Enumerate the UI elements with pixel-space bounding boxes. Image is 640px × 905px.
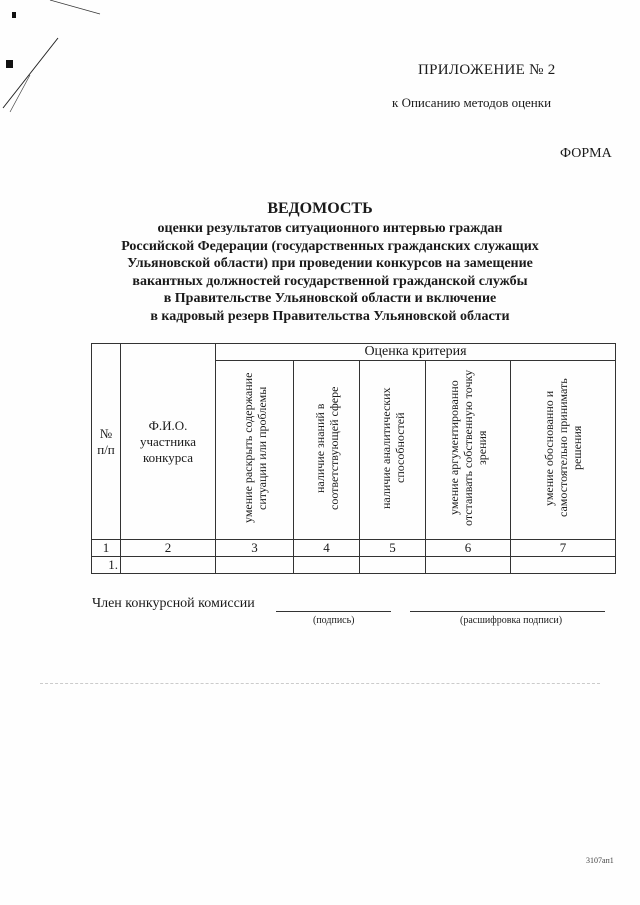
description-line: вакантных должностей государственной гражданской службы <box>132 273 528 289</box>
column-numbering-row <box>92 540 616 557</box>
description-line: Ульяновской области) при проведении конкурсов на замещение <box>127 256 533 271</box>
column-number: 3 <box>216 540 294 557</box>
scan-artifact-lines <box>0 0 120 120</box>
criterion-header: наличие аналитических способностей <box>360 361 426 540</box>
criterion-header: умение аргументированно отстаивать собственную точку зрения <box>426 361 511 540</box>
table-cell <box>294 557 360 574</box>
column-number: 4 <box>294 540 360 557</box>
appendix-number: ПРИЛОЖЕНИЕ № 2 <box>418 62 556 78</box>
signature-line <box>276 611 391 612</box>
column-number: 2 <box>121 540 216 557</box>
column-number: 7 <box>511 540 616 557</box>
document-code: 3107ап1 <box>586 856 614 865</box>
table-cell <box>426 557 511 574</box>
document-description <box>60 220 600 325</box>
column-number: 5 <box>360 540 426 557</box>
column-number: 1 <box>92 540 121 557</box>
appendix-subtitle: к Описанию методов оценки <box>392 95 552 110</box>
form-label: ФОРМА <box>560 146 612 161</box>
description-line: оценки результатов ситуационного интервью граждан <box>157 221 503 236</box>
signature-label: Член конкурсной комиссии <box>92 596 255 611</box>
description-line: в кадровый резерв Правительства Ульяновской области <box>150 308 510 324</box>
document-title: ВЕДОМОСТЬ <box>267 200 373 217</box>
signature-decode-line <box>410 611 605 612</box>
table-cell <box>121 557 216 574</box>
assessment-table <box>91 343 616 574</box>
scan-noise-line <box>40 683 600 684</box>
table-cell <box>216 557 294 574</box>
criterion-header: наличие знаний в соответствующей сфере <box>294 361 360 540</box>
criterion-header: умение раскрыть содержание ситуации или проблемы <box>216 361 294 540</box>
column-number: 6 <box>426 540 511 557</box>
decode-caption: (расшифровка подписи) <box>460 615 563 626</box>
signature-caption: (подпись) <box>313 615 355 626</box>
table-row <box>92 557 616 574</box>
header-name-cell: Ф.И.О. участника конкурса <box>121 344 216 540</box>
criteria-group-header: Оценка критерия <box>216 344 616 361</box>
criterion-header: умение обоснованно и самостоятельно принимать решения <box>511 361 616 540</box>
table-cell <box>360 557 426 574</box>
description-line: в Правительстве Ульяновской области и включение <box>163 291 497 306</box>
row-number: 1. <box>92 557 121 574</box>
description-line: Российской Федерации (государственных гражданских служащих <box>121 238 539 254</box>
table-cell <box>511 557 616 574</box>
header-number-cell: № п/п <box>92 344 121 540</box>
